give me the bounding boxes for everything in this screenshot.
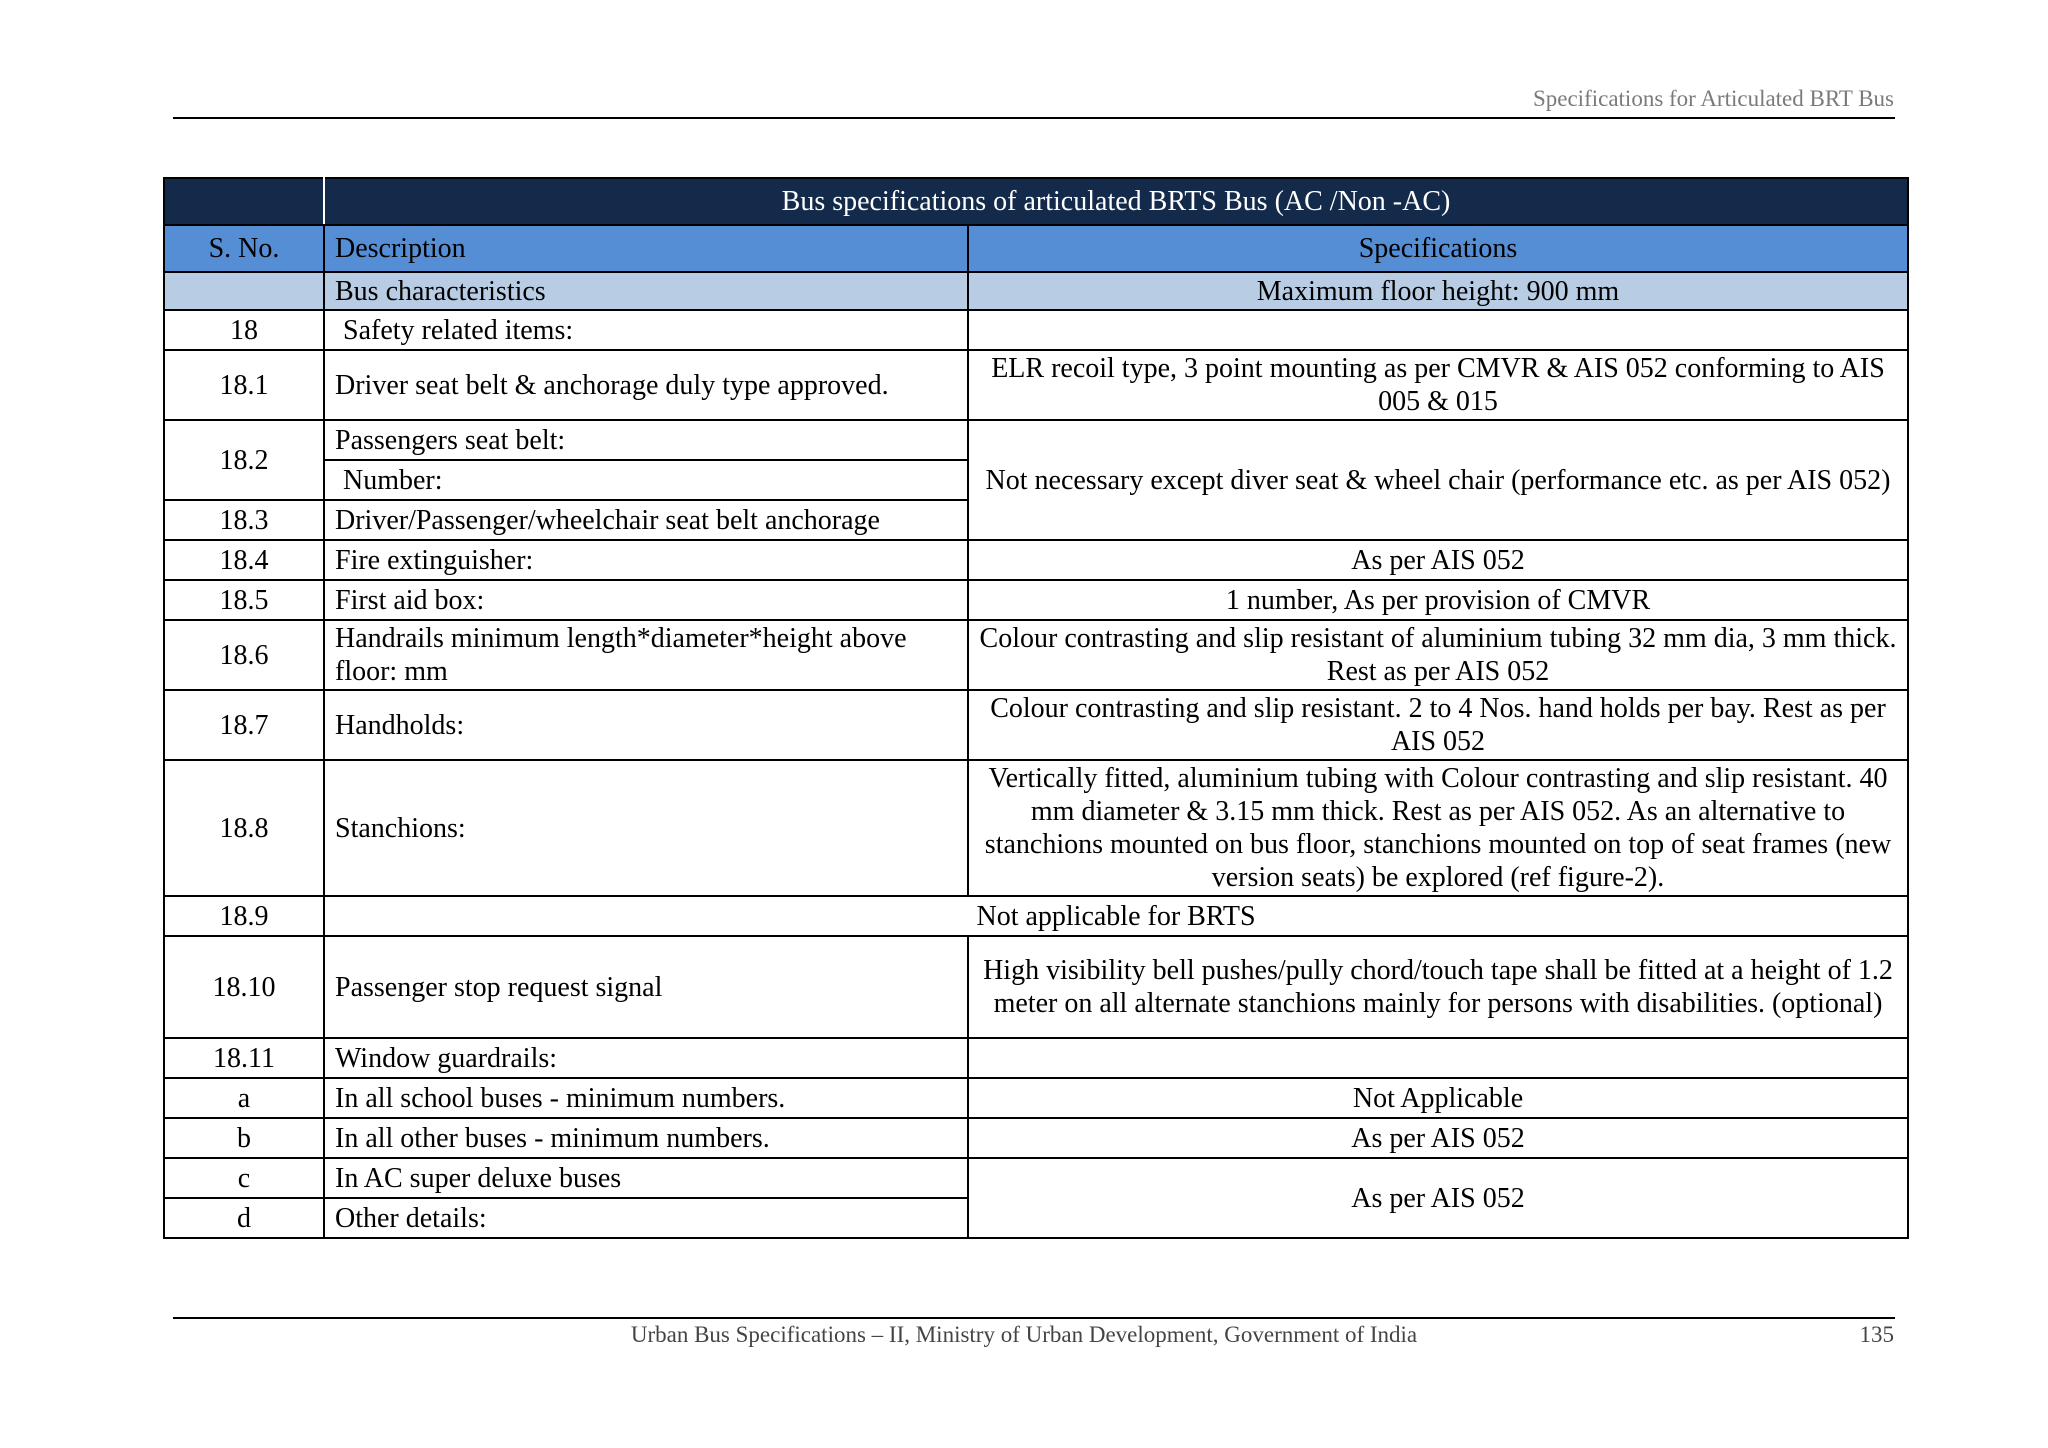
table-row <box>164 1038 1908 1078</box>
table-row <box>164 760 1908 896</box>
row-sno: 18 <box>164 310 324 350</box>
row-description: Window guardrails: <box>324 1038 968 1078</box>
row-spec: Colour contrasting and slip resistant. 2 to 4 Nos. hand holds per bay. Rest as per AIS 052 <box>968 690 1908 760</box>
table-row <box>164 310 1908 350</box>
table-row <box>164 690 1908 760</box>
row-description: Passengers seat belt: <box>324 420 968 460</box>
header-description: Description <box>324 225 968 272</box>
row-description: In all other buses - minimum numbers. <box>324 1118 968 1158</box>
header-specifications: Specifications <box>968 225 1908 272</box>
table-row <box>164 1118 1908 1158</box>
row-description: Handholds: <box>324 690 968 760</box>
row-sno: 18.11 <box>164 1038 324 1078</box>
row-spec <box>968 310 1908 350</box>
table-header-row <box>164 225 1908 272</box>
row-description: First aid box: <box>324 580 968 620</box>
subheader-row <box>164 272 1908 310</box>
row-description: Stanchions: <box>324 760 968 896</box>
row-spec: As per AIS 052 <box>968 540 1908 580</box>
table-row <box>164 420 1908 460</box>
header-rule <box>173 117 1895 119</box>
title-empty-cell <box>164 178 324 225</box>
row-sno: b <box>164 1118 324 1158</box>
row-spec: Not Applicable <box>968 1078 1908 1118</box>
footer-rule <box>173 1317 1895 1319</box>
row-sno: 18.4 <box>164 540 324 580</box>
table-row <box>164 540 1908 580</box>
row-description: Passenger stop request signal <box>324 936 968 1038</box>
table-row <box>164 896 1908 936</box>
row-spec: 1 number, As per provision of CMVR <box>968 580 1908 620</box>
row-sno: 18.2 <box>164 420 324 500</box>
row-spec: Colour contrasting and slip resistant of aluminium tubing 32 mm dia, 3 mm thick. Rest as per AIS 052 <box>968 620 1908 690</box>
page-number: 135 <box>1859 1322 1894 1347</box>
table-row <box>164 1078 1908 1118</box>
row-description: Number: <box>324 460 968 500</box>
row-sno: 18.3 <box>164 500 324 540</box>
row-spec: As per AIS 052 <box>968 1118 1908 1158</box>
table-row <box>164 936 1908 1038</box>
table-row <box>164 1158 1908 1198</box>
row-description: Driver seat belt & anchorage duly type approved. <box>324 350 968 420</box>
row-description: Handrails minimum length*diameter*height above floor: mm <box>324 620 968 690</box>
specifications-table <box>163 177 1909 1239</box>
table-row <box>164 350 1908 420</box>
row-description: Fire extinguisher: <box>324 540 968 580</box>
row-description: Safety related items: <box>324 310 968 350</box>
row-sno: 18.5 <box>164 580 324 620</box>
row-spec: Vertically fitted, aluminium tubing with Colour contrasting and slip resistant. 40 mm diameter & 3.15 mm thick. Rest as per AIS 052. As an alternative to stanchions mounted on bus floor, stanchions mounted on top of seat frames (new version seats) be explored (ref figure-2). <box>968 760 1908 896</box>
row-sno: c <box>164 1158 324 1198</box>
row-sno: d <box>164 1198 324 1238</box>
row-spec <box>968 1038 1908 1078</box>
row-description: In AC super deluxe buses <box>324 1158 968 1198</box>
row-description: Driver/Passenger/wheelchair seat belt anchorage <box>324 500 968 540</box>
row-spec: Not necessary except diver seat & wheel chair (performance etc. as per AIS 052) <box>968 420 1908 540</box>
subheader-sno <box>164 272 324 310</box>
subheader-description: Bus characteristics <box>324 272 968 310</box>
table-row <box>164 580 1908 620</box>
row-sno: 18.9 <box>164 896 324 936</box>
table-row <box>164 620 1908 690</box>
subheader-specifications: Maximum floor height: 900 mm <box>968 272 1908 310</box>
row-spec: As per AIS 052 <box>968 1158 1908 1238</box>
row-spec: High visibility bell pushes/pully chord/touch tape shall be fitted at a height of 1.2 meter on all alternate stanchions mainly for persons with disabilities. (optional) <box>968 936 1908 1038</box>
row-merged: Not applicable for BRTS <box>324 896 1908 936</box>
row-spec: ELR recoil type, 3 point mounting as per CMVR & AIS 052 conforming to AIS 005 & 015 <box>968 350 1908 420</box>
row-sno: 18.6 <box>164 620 324 690</box>
row-sno: 18.7 <box>164 690 324 760</box>
row-sno: 18.1 <box>164 350 324 420</box>
row-description: In all school buses - minimum numbers. <box>324 1078 968 1118</box>
header-sno: S. No. <box>164 225 324 272</box>
row-sno: a <box>164 1078 324 1118</box>
row-sno: 18.8 <box>164 760 324 896</box>
table-title-row <box>164 178 1908 225</box>
footer-text: Urban Bus Specifications – II, Ministry of Urban Development, Government of India <box>630 1322 1418 1347</box>
row-description: Other details: <box>324 1198 968 1238</box>
running-head: Specifications for Articulated BRT Bus <box>1532 86 1894 111</box>
row-sno: 18.10 <box>164 936 324 1038</box>
table-title: Bus specifications of articulated BRTS Bus (AC /Non -AC) <box>324 178 1908 225</box>
